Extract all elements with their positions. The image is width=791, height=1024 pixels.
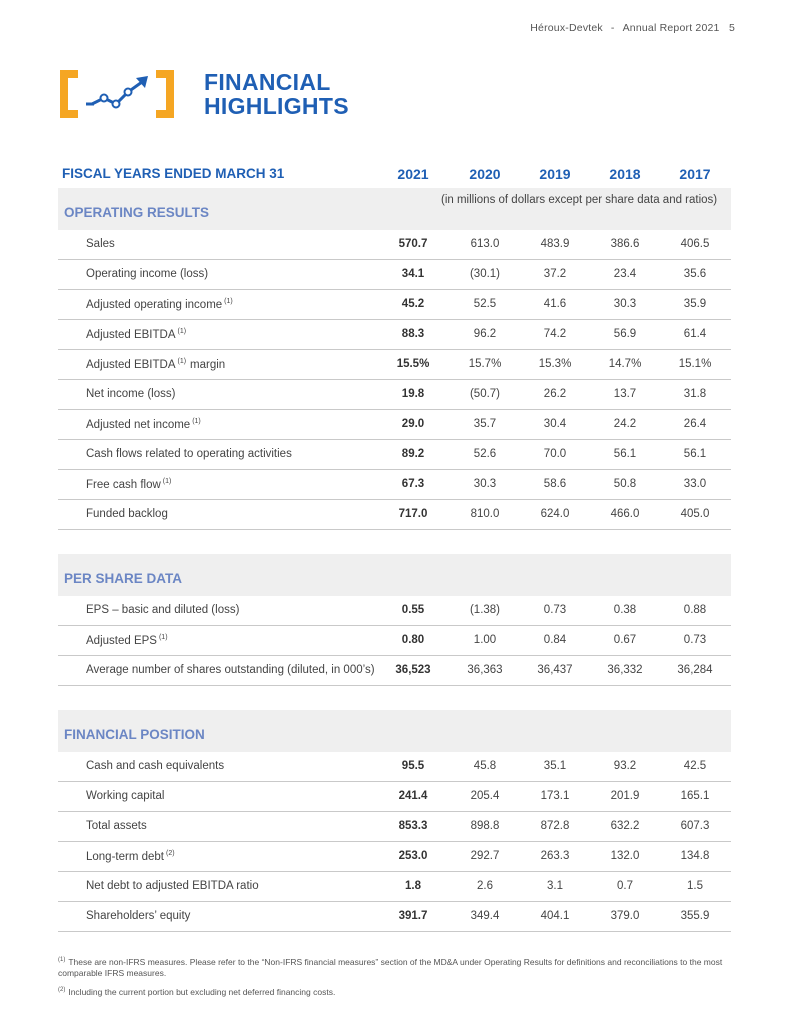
prior-year-value: 93.2 [613, 760, 637, 772]
table-row [58, 440, 731, 470]
section-header [58, 188, 731, 230]
prior-year-value: 607.3 [680, 820, 710, 832]
table-row [58, 470, 731, 500]
table-row [58, 260, 731, 290]
row-label-text: Funded backlog [86, 508, 168, 520]
row-label [86, 418, 201, 431]
current-year-value: 29.0 [401, 418, 425, 430]
current-year-value: 717.0 [398, 508, 428, 520]
row-label-text: Net debt to adjusted EBITDA ratio [86, 880, 259, 892]
current-year-value: 241.4 [398, 790, 428, 802]
prior-year-value: 56.1 [613, 448, 637, 460]
current-year-value: 45.2 [401, 298, 425, 310]
prior-year-value: 132.0 [610, 850, 640, 862]
row-label [86, 760, 224, 772]
prior-year-value: 205.4 [470, 790, 500, 802]
row-label [86, 328, 186, 341]
prior-year-value: 30.3 [473, 478, 497, 490]
footnotes [58, 955, 738, 1004]
row-label-text: Net income (loss) [86, 388, 176, 400]
row-label [86, 298, 233, 311]
table-row [58, 290, 731, 320]
prior-year-value: 36,437 [537, 664, 573, 676]
row-label-text: Average number of shares outstanding (diluted, in 000’s) [86, 664, 375, 676]
prior-year-value: 613.0 [470, 238, 500, 250]
fiscal-years-label: FISCAL YEARS ENDED MARCH 31 [62, 166, 285, 181]
table-row [58, 902, 731, 932]
row-label [86, 850, 175, 863]
prior-year-value: 624.0 [540, 508, 570, 520]
prior-year-value: 0.73 [543, 604, 567, 616]
footnote-mark: (2) [166, 850, 175, 857]
footnote-mark: (1) [158, 634, 168, 641]
row-label-text: Adjusted net income [86, 418, 191, 431]
prior-year-value: 35.6 [683, 268, 707, 280]
prior-year-value: 1.5 [687, 880, 703, 892]
table-row [58, 626, 731, 656]
row-label [86, 820, 147, 832]
prior-year-value: 379.0 [610, 910, 640, 922]
year-header: 2021 [397, 166, 429, 182]
table-row [58, 752, 731, 782]
row-label [86, 448, 292, 460]
prior-year-value: 406.5 [680, 238, 710, 250]
prior-year-value: 70.0 [543, 448, 567, 460]
current-year-value: 391.7 [398, 910, 428, 922]
prior-year-value: 56.1 [683, 448, 707, 460]
prior-year-value: 3.1 [547, 880, 563, 892]
prior-year-value: 201.9 [610, 790, 640, 802]
table-row [58, 410, 731, 440]
prior-year-value: 52.6 [473, 448, 497, 460]
row-label [86, 388, 175, 400]
title-line-1: FINANCIAL [204, 69, 331, 95]
prior-year-value: 15.3% [538, 358, 572, 370]
row-label [86, 478, 171, 491]
prior-year-value: 41.6 [543, 298, 567, 310]
current-year-value: 67.3 [401, 478, 425, 490]
footnote-mark: (1) [192, 418, 201, 425]
footnote-text: Including the current portion but excluding net deferred financing costs. [68, 986, 336, 997]
prior-year-value: 45.8 [473, 760, 497, 772]
footnote-mark: (1) [162, 478, 172, 485]
prior-year-value: 0.84 [543, 634, 567, 646]
prior-year-value: 36,284 [677, 664, 713, 676]
prior-year-value: 61.4 [683, 328, 707, 340]
row-label [86, 880, 259, 892]
year-header: 2017 [679, 166, 711, 182]
row-label-text: Free cash flow [86, 478, 161, 491]
footnote-number: (2) [58, 986, 66, 993]
table-row [58, 596, 731, 626]
prior-year-value: 35.7 [473, 418, 497, 430]
prior-year-value: 14.7% [608, 358, 642, 370]
prior-year-value: 30.4 [543, 418, 567, 430]
prior-year-value: 24.2 [613, 418, 637, 430]
title-line-2: HIGHLIGHTS [204, 93, 349, 119]
prior-year-value: 898.8 [470, 820, 500, 832]
financial-highlights-table [58, 158, 731, 932]
row-label [86, 358, 225, 371]
footnote-text: These are non-IFRS measures. Please refer to the “Non-IFRS financial measures” section of the MD&A under Operating Results for definitions and reconciliations to the most comparable IFRS measures. [58, 956, 723, 978]
prior-year-value: 173.1 [540, 790, 570, 802]
row-label [86, 508, 168, 520]
prior-year-value: 405.0 [680, 508, 710, 520]
prior-year-value: 52.5 [473, 298, 497, 310]
row-label-text: Adjusted EBITDA [86, 328, 176, 341]
prior-year-value: 0.38 [613, 604, 637, 616]
page-title [204, 70, 349, 118]
prior-year-value: 36,363 [467, 664, 503, 676]
row-label [86, 604, 239, 616]
footnote-mark: (1) [177, 358, 187, 365]
prior-year-value: 483.9 [540, 238, 570, 250]
report-name: Annual Report 2021 [622, 22, 720, 34]
current-year-value: 1.8 [405, 880, 421, 892]
table-row [58, 500, 731, 530]
table-row [58, 812, 731, 842]
section-header [58, 554, 731, 596]
prior-year-value: 0.88 [683, 604, 707, 616]
table-row [58, 656, 731, 686]
header-separator: - [610, 22, 615, 34]
row-label-text: Shareholders’ equity [86, 910, 191, 922]
row-label-suffix: margin [190, 358, 226, 371]
current-year-value: 88.3 [401, 328, 425, 340]
footnote-number: (1) [58, 957, 66, 963]
prior-year-value: 355.9 [680, 910, 710, 922]
table-row [58, 872, 731, 902]
prior-year-value: 35.9 [683, 298, 707, 310]
section-title: OPERATING RESULTS [64, 205, 210, 220]
prior-year-value: 26.4 [683, 418, 707, 430]
current-year-value: 15.5% [396, 358, 430, 370]
prior-year-value: 42.5 [683, 760, 707, 772]
row-label [86, 664, 375, 676]
prior-year-value: (1.38) [469, 604, 501, 616]
table-row [58, 380, 731, 410]
table-row [58, 782, 731, 812]
prior-year-value: (50.7) [469, 388, 501, 400]
current-year-value: 253.0 [398, 850, 428, 862]
section-title: FINANCIAL POSITION [64, 727, 205, 742]
row-label [86, 238, 115, 250]
prior-year-value: 58.6 [543, 478, 567, 490]
row-label-text: EPS – basic and diluted (loss) [86, 604, 240, 616]
prior-year-value: 15.1% [678, 358, 712, 370]
row-label [86, 268, 208, 280]
current-year-value: 89.2 [401, 448, 425, 460]
prior-year-value: 349.4 [470, 910, 500, 922]
prior-year-value: 0.7 [617, 880, 633, 892]
row-label-text: Adjusted EPS [86, 634, 157, 647]
footnote [58, 955, 738, 979]
prior-year-value: 2.6 [477, 880, 493, 892]
table-row [58, 230, 731, 260]
table-row [58, 320, 731, 350]
prior-year-value: 13.7 [613, 388, 637, 400]
row-label-text: Operating income (loss) [86, 268, 209, 280]
table-header-row [58, 158, 731, 188]
footnote-mark: (1) [224, 298, 233, 305]
prior-year-value: 23.4 [613, 268, 637, 280]
current-year-value: 570.7 [398, 238, 428, 250]
prior-year-value: 872.8 [540, 820, 570, 832]
row-label-text: Long-term debt [86, 850, 164, 863]
table-row [58, 842, 731, 872]
current-year-value: 0.80 [401, 634, 425, 646]
prior-year-value: 26.2 [543, 388, 567, 400]
footnote [58, 985, 738, 998]
row-label-text: Working capital [86, 790, 165, 802]
prior-year-value: 56.9 [613, 328, 637, 340]
chart-trend-icon [58, 68, 176, 120]
page-header [530, 22, 735, 34]
row-label [86, 790, 164, 802]
row-label-text: Adjusted EBITDA [86, 358, 176, 371]
section-header [58, 710, 731, 752]
prior-year-value: 292.7 [470, 850, 500, 862]
units-note: (in millions of dollars except per share data and ratios) [441, 194, 718, 206]
prior-year-value: (30.1) [469, 268, 501, 280]
current-year-value: 19.8 [401, 388, 425, 400]
prior-year-value: 632.2 [610, 820, 640, 832]
page-number: 5 [728, 22, 735, 34]
section-title: PER SHARE DATA [64, 571, 183, 586]
company-name: Héroux-Devtek [530, 22, 603, 34]
year-header: 2019 [539, 166, 571, 182]
row-label-text: Total assets [86, 820, 147, 832]
section-gap [58, 686, 731, 710]
prior-year-value: 31.8 [683, 388, 707, 400]
prior-year-value: 50.8 [613, 478, 637, 490]
prior-year-value: 15.7% [468, 358, 502, 370]
current-year-value: 34.1 [401, 268, 425, 280]
table-row [58, 350, 731, 380]
prior-year-value: 0.67 [613, 634, 637, 646]
year-header: 2020 [469, 166, 501, 182]
prior-year-value: 1.00 [473, 634, 497, 646]
current-year-value: 0.55 [401, 604, 425, 616]
prior-year-value: 33.0 [683, 478, 707, 490]
year-header: 2018 [609, 166, 641, 182]
prior-year-value: 30.3 [613, 298, 637, 310]
prior-year-value: 37.2 [543, 268, 567, 280]
row-label-text: Adjusted operating income [86, 298, 223, 311]
row-label-text: Cash flows related to operating activities [86, 448, 292, 460]
prior-year-value: 810.0 [470, 508, 500, 520]
row-label-text: Cash and cash equivalents [86, 760, 225, 772]
prior-year-value: 96.2 [473, 328, 497, 340]
row-label [86, 910, 190, 922]
current-year-value: 36,523 [395, 664, 431, 676]
row-label [86, 634, 168, 647]
prior-year-value: 35.1 [543, 760, 567, 772]
current-year-value: 95.5 [401, 760, 425, 772]
current-year-value: 853.3 [398, 820, 428, 832]
prior-year-value: 466.0 [610, 508, 640, 520]
prior-year-value: 36,332 [607, 664, 643, 676]
prior-year-value: 0.73 [683, 634, 707, 646]
prior-year-value: 404.1 [540, 910, 570, 922]
prior-year-value: 165.1 [680, 790, 710, 802]
footnote-mark: (1) [177, 328, 187, 335]
prior-year-value: 386.6 [610, 238, 640, 250]
section-gap [58, 530, 731, 554]
prior-year-value: 74.2 [543, 328, 567, 340]
prior-year-value: 134.8 [680, 850, 710, 862]
row-label-text: Sales [86, 238, 115, 250]
prior-year-value: 263.3 [540, 850, 570, 862]
